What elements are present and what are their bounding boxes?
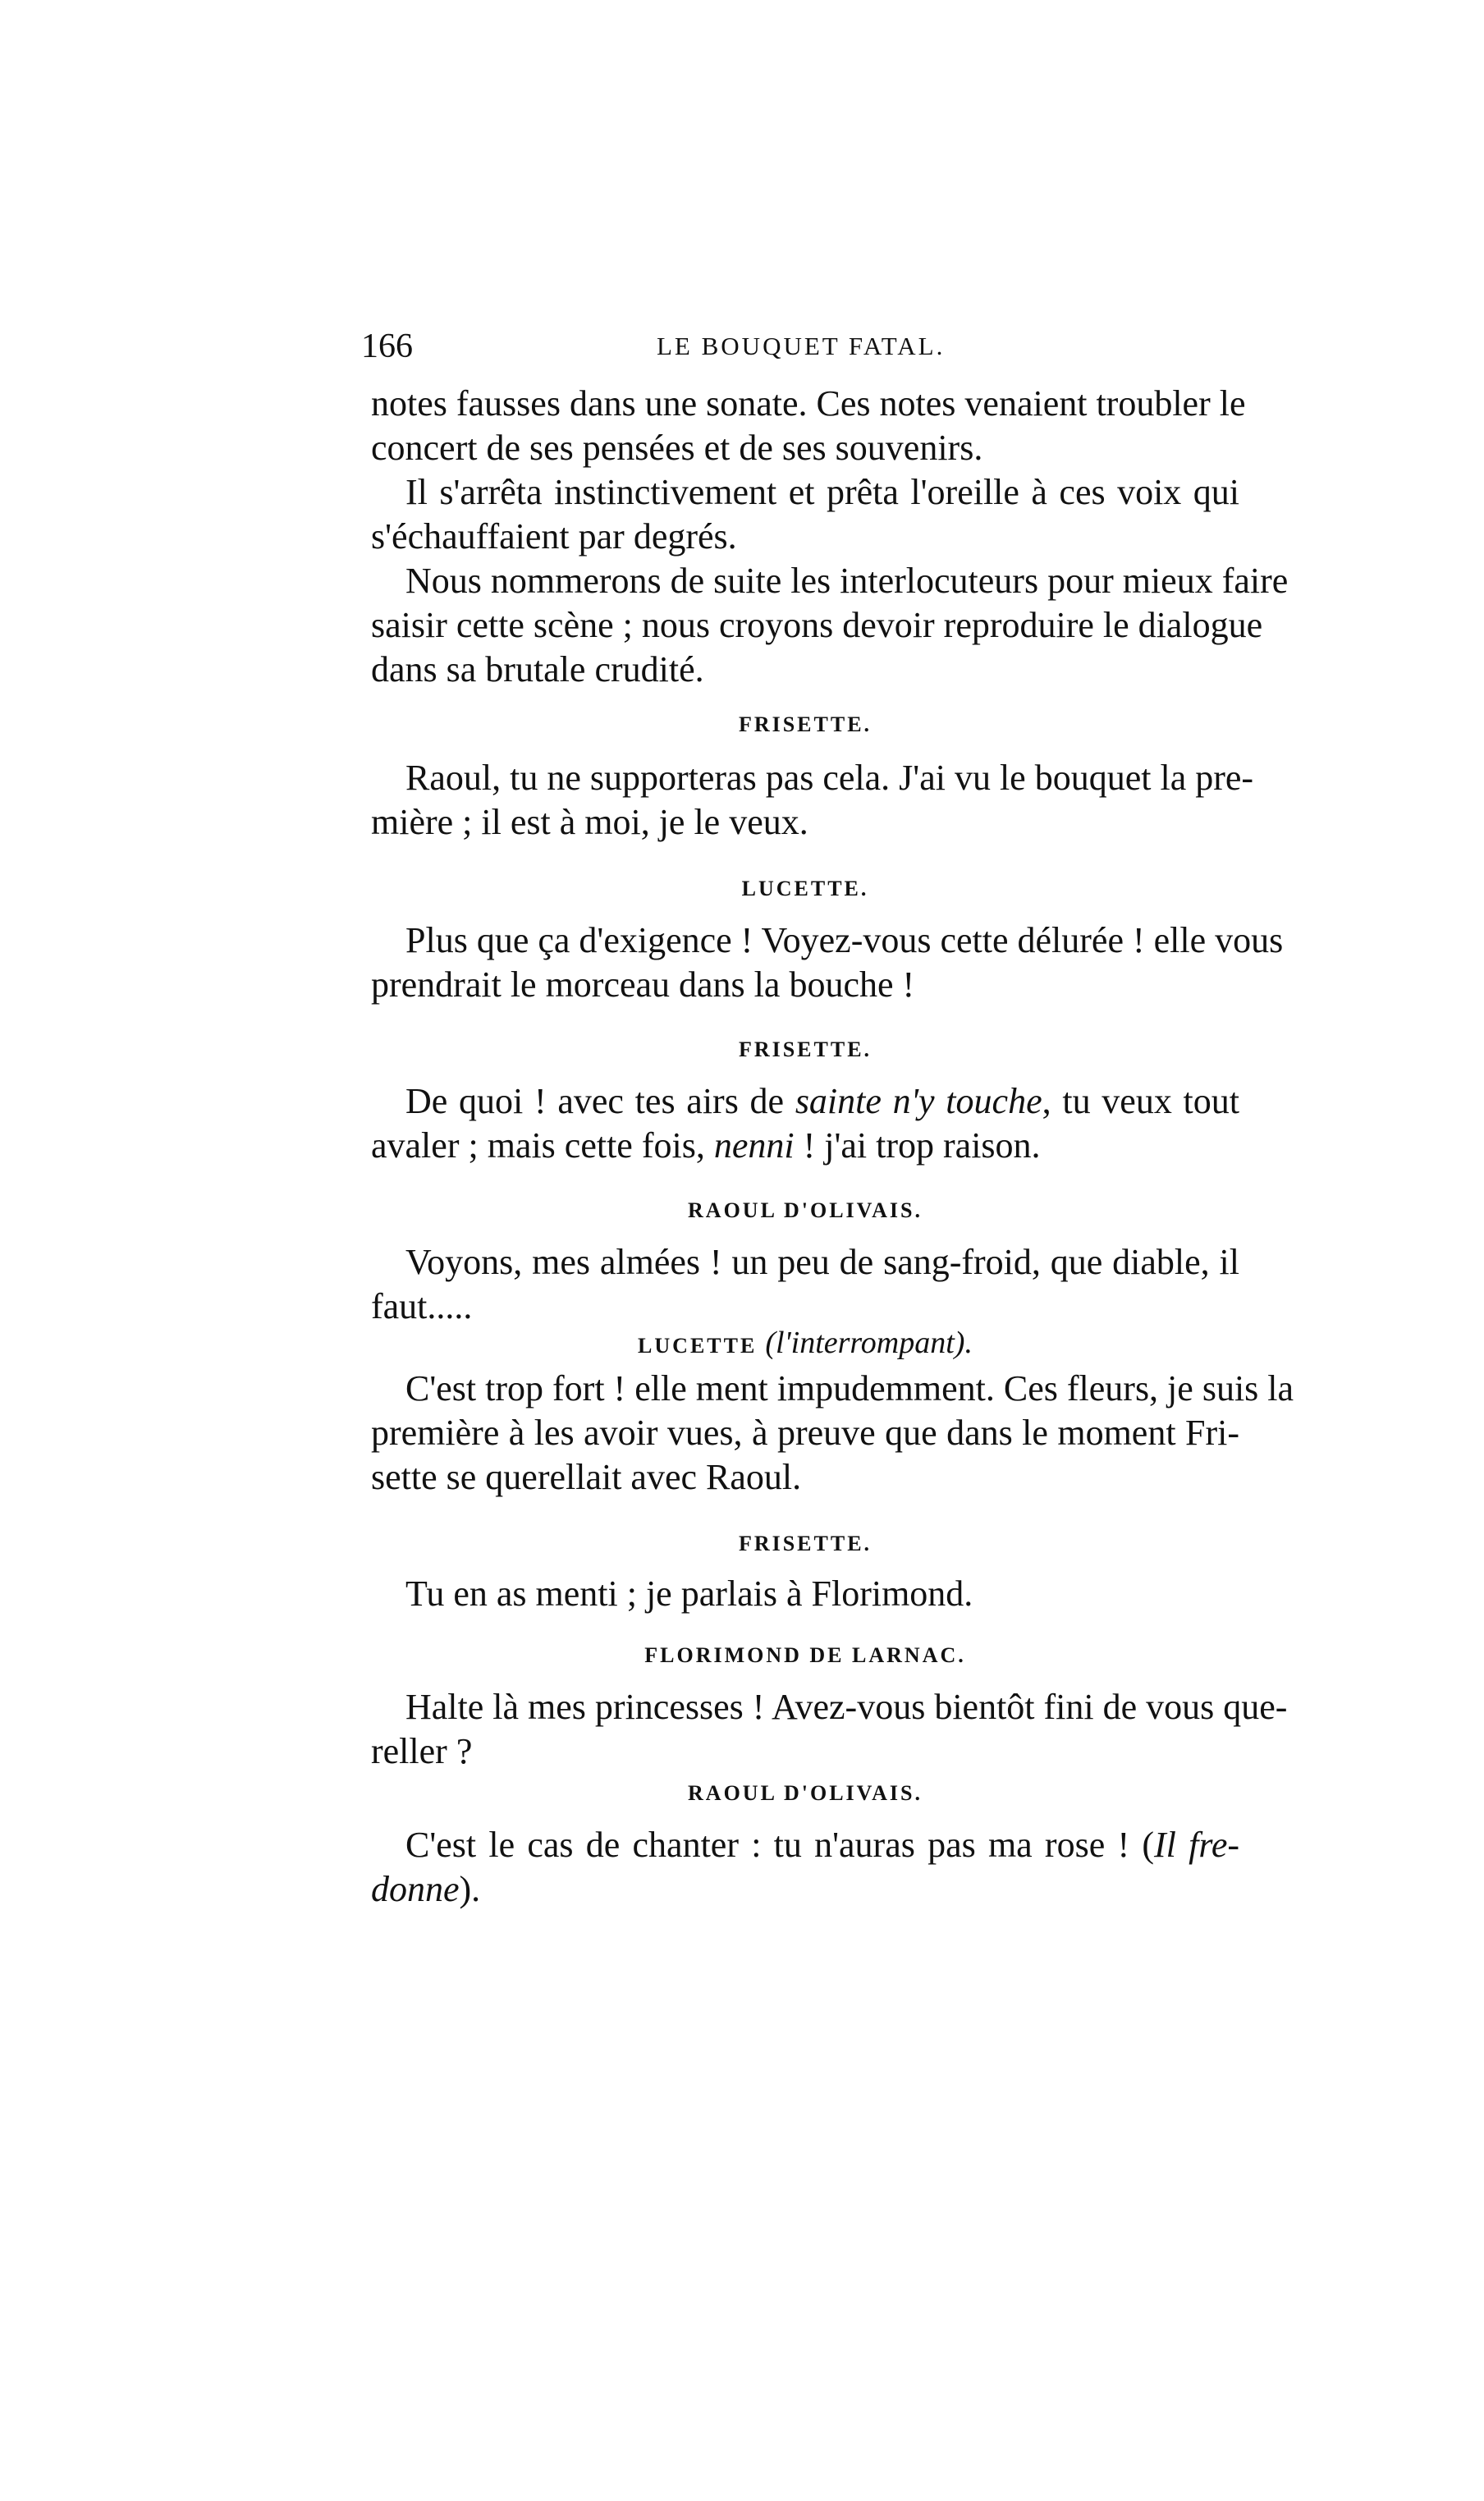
dialogue-line: Raoul, tu ne supporteras pas cela. J'ai vu le bouquet la pre-: [405, 758, 1254, 798]
dialogue-line: première à les avoir vues, à preuve que dans le moment Fri-: [371, 1413, 1239, 1453]
dialogue-line: [371, 1126, 1239, 1169]
text-line: Il s'arrêta instinctivement et prêta l'oreille à ces voix qui: [405, 472, 1239, 512]
speaker-heading: LUCETTE.: [741, 877, 869, 900]
speaker-heading: FRISETTE.: [738, 1038, 873, 1061]
text-run: ).: [459, 1869, 481, 1909]
text-line: saisir cette scène ; nous croyons devoir reproduire le dialogue: [371, 605, 1263, 645]
running-title: LE BOUQUET FATAL.: [657, 332, 946, 360]
speaker-heading: FLORIMOND DE LARNAC.: [644, 1643, 966, 1667]
speaker-heading: RAOUL D'OLIVAIS.: [688, 1198, 923, 1222]
text-run: , tu veux tout: [1042, 1081, 1240, 1121]
dialogue-line: Voyons, mes almées ! un peu de sang-froid, que diable, il: [405, 1242, 1239, 1282]
speaker-heading: [371, 1325, 1239, 1361]
text-run: avaler ; mais cette fois,: [371, 1125, 714, 1166]
text-line: dans sa brutale crudité.: [371, 649, 704, 689]
text-line: notes fausses dans une sonate. Ces notes venaient troubler le: [371, 383, 1246, 424]
italic-text: sainte n'y touche: [795, 1081, 1042, 1121]
text-line: concert de ses pensées et de ses souvenirs.: [371, 428, 983, 468]
speaker-heading: FRISETTE.: [738, 712, 873, 736]
text-line: s'échauffaient par degrés.: [371, 516, 737, 557]
dialogue-line: [371, 1082, 1239, 1125]
text-run: C'est le cas de chanter : tu n'auras pas ma rose ! (: [405, 1825, 1154, 1865]
dialogue-line: Tu en as menti ; je parlais à Florimond.: [405, 1573, 973, 1614]
dialogue-line: [371, 1825, 1239, 1868]
italic-text: Il fre-: [1154, 1825, 1239, 1865]
dialogue-line: mière ; il est à moi, je le veux.: [371, 802, 808, 842]
text-run: De quoi ! avec tes airs de: [405, 1081, 795, 1121]
dialogue-line: reller ?: [371, 1731, 473, 1771]
text-line: Nous nommerons de suite les interlocuteurs pour mieux faire: [405, 561, 1289, 601]
dialogue-line: faut.....: [371, 1286, 473, 1326]
page-header: [361, 327, 1248, 376]
text-run: ! j'ai trop raison.: [794, 1125, 1041, 1166]
dialogue-line: prendrait le morceau dans la bouche !: [371, 964, 915, 1005]
speaker-heading: RAOUL D'OLIVAIS.: [688, 1781, 923, 1805]
stage-direction: (l'interrompant).: [765, 1326, 973, 1360]
dialogue-line: [371, 1870, 1239, 1912]
dialogue-line: Halte là mes princesses ! Avez-vous bientôt fini de vous que-: [405, 1687, 1288, 1727]
page-number: 166: [361, 328, 413, 365]
italic-text: donne: [371, 1869, 460, 1909]
italic-text: nenni: [713, 1125, 795, 1166]
dialogue-line: sette se querellait avec Raoul.: [371, 1457, 802, 1497]
speaker-heading: FRISETTE.: [738, 1532, 873, 1555]
speaker-name: LUCETTE: [638, 1334, 758, 1358]
dialogue-line: Plus que ça d'exigence ! Voyez-vous cette délurée ! elle vous: [405, 920, 1284, 960]
dialogue-line: C'est trop fort ! elle ment impudemment. Ces fleurs, je suis la: [405, 1368, 1294, 1409]
